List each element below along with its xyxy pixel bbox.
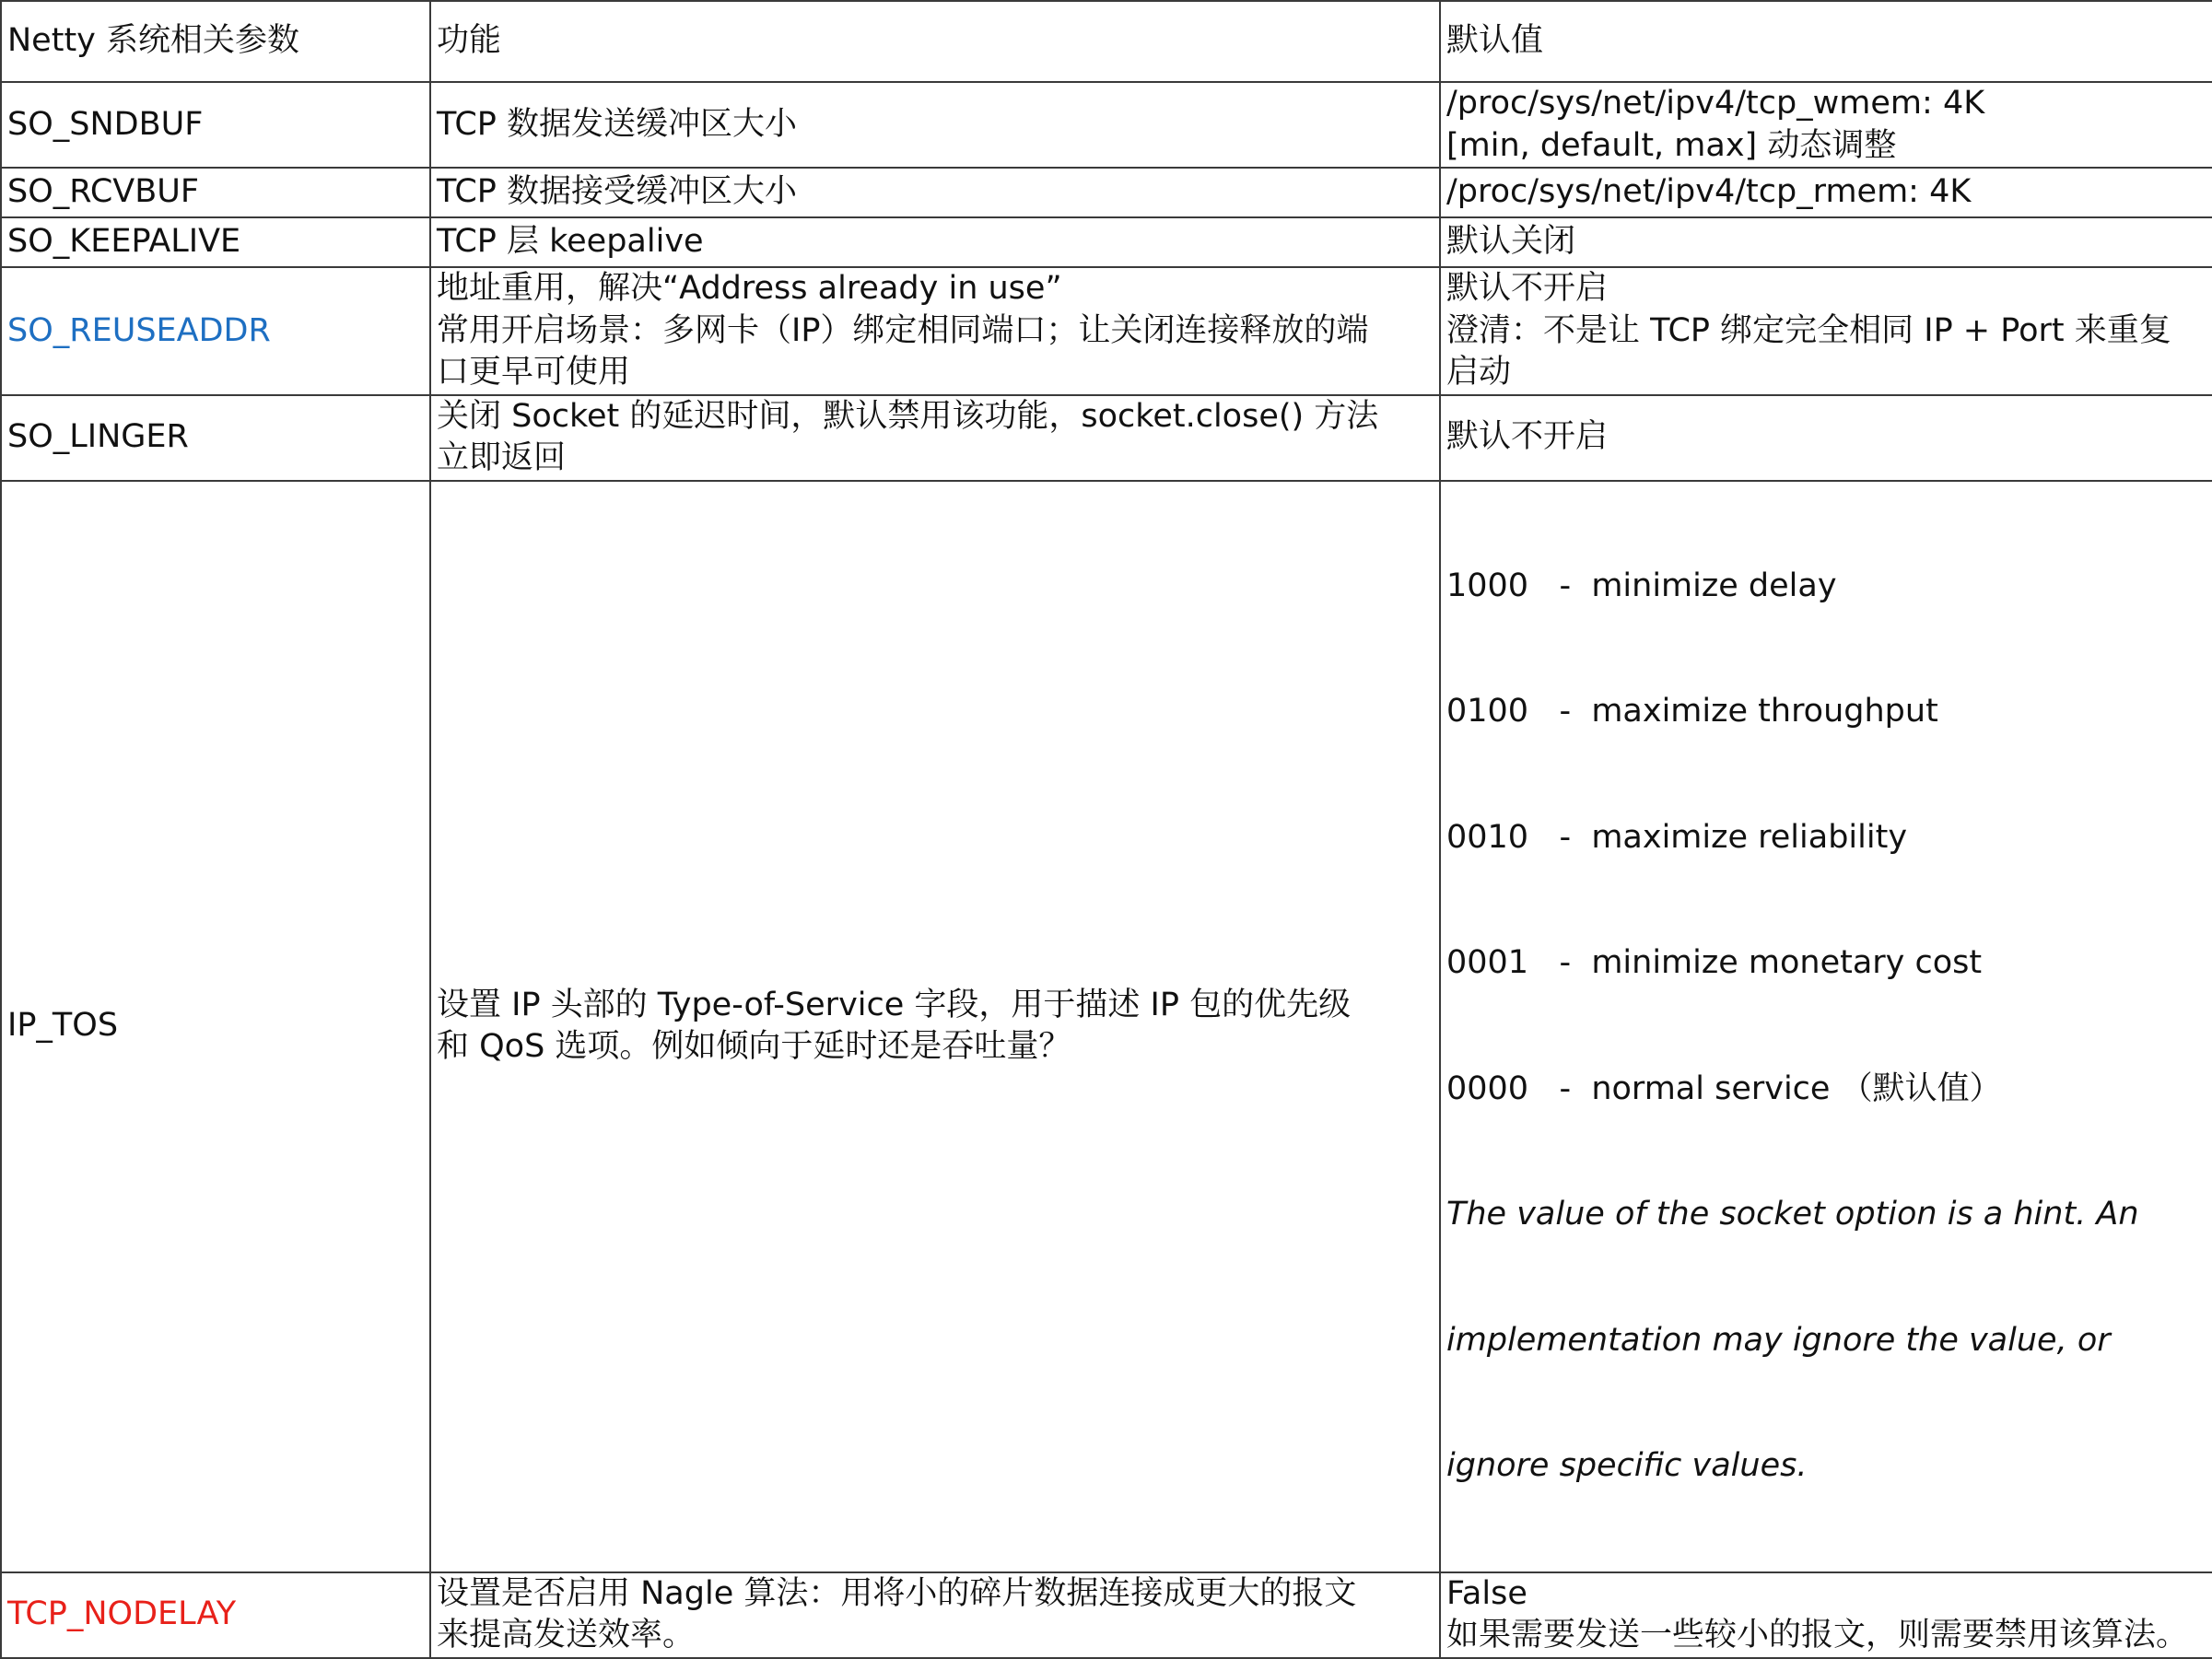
table-row bbox=[1, 82, 2212, 168]
function-cell bbox=[430, 82, 1440, 168]
function-line: TCP 层 keepalive bbox=[437, 223, 704, 261]
table-row bbox=[1, 481, 2212, 1572]
function-line: 和 QoS 选项。例如倾向于延时还是吞吐量？ bbox=[437, 1028, 1071, 1065]
header-function: 功能 bbox=[430, 1, 1440, 82]
tos-note: ignore specific values. bbox=[1446, 1447, 1808, 1484]
default-line: /proc/sys/net/ipv4/tcp_wmem: 4K bbox=[1446, 85, 1985, 122]
tos-option: 0100 - maximize throughput bbox=[1446, 693, 1938, 730]
tos-option: 0001 - minimize monetary cost bbox=[1446, 944, 1983, 981]
default-cell bbox=[1440, 267, 2212, 395]
function-cell bbox=[430, 481, 1440, 1572]
table-row bbox=[1, 395, 2212, 481]
header-param: Netty 系统相关参数 bbox=[1, 1, 430, 82]
default-line: False bbox=[1446, 1574, 1527, 1612]
param-name: SO_LINGER bbox=[1, 395, 430, 481]
function-line: 地址重用，解决“Address already in use” bbox=[437, 270, 1062, 307]
function-cell bbox=[430, 217, 1440, 267]
default-line: 默认不开启 bbox=[1446, 418, 1609, 456]
tos-note: The value of the socket option is a hint. An bbox=[1446, 1196, 2139, 1233]
default-cell bbox=[1440, 395, 2212, 481]
default-line: 如果需要发送一些较小的报文，则需要禁用该算法。 bbox=[1446, 1617, 2189, 1653]
function-line: TCP 数据接受缓冲区大小 bbox=[437, 173, 797, 211]
function-line: 立即返回 bbox=[437, 439, 567, 476]
default-line: /proc/sys/net/ipv4/tcp_rmem: 4K bbox=[1446, 173, 1972, 211]
default-line: 启动 bbox=[1446, 354, 1512, 391]
param-name: SO_KEEPALIVE bbox=[1, 217, 430, 267]
param-name: IP_TOS bbox=[1, 481, 430, 1572]
function-line: 常用开启场景：多网卡（IP）绑定相同端口；让关闭连接释放的端 bbox=[437, 311, 1369, 349]
table-row bbox=[1, 217, 2212, 267]
function-cell bbox=[430, 168, 1440, 217]
default-cell bbox=[1440, 168, 2212, 217]
default-cell bbox=[1440, 82, 2212, 168]
tos-option: 1000 - minimize delay bbox=[1446, 567, 1837, 604]
default-line: 澄清：不是让 TCP 绑定完全相同 IP + Port 来重复 bbox=[1446, 311, 2171, 349]
default-line: 默认关闭 bbox=[1446, 223, 1576, 261]
function-line: 关闭 Socket 的延迟时间，默认禁用该功能，socket.close() 方法 bbox=[437, 397, 1379, 435]
default-cell bbox=[1440, 217, 2212, 267]
tos-note: implementation may ignore the value, or bbox=[1446, 1321, 2111, 1359]
default-cell bbox=[1440, 481, 2212, 1572]
param-name: TCP_NODELAY bbox=[1, 1572, 430, 1658]
param-name: SO_SNDBUF bbox=[1, 82, 430, 168]
function-cell bbox=[430, 1572, 1440, 1658]
function-line: 来提高发送效率。 bbox=[437, 1617, 696, 1653]
default-cell bbox=[1440, 1572, 2212, 1658]
function-cell bbox=[430, 267, 1440, 395]
default-line: 默认不开启 bbox=[1446, 270, 1609, 307]
header-row bbox=[1, 1, 2212, 82]
function-line: 设置 IP 头部的 Type-of-Service 字段，用于描述 IP 包的优先级 bbox=[437, 986, 1352, 1023]
function-cell bbox=[430, 395, 1440, 481]
table-row bbox=[1, 1572, 2212, 1658]
function-line: TCP 数据发送缓冲区大小 bbox=[437, 105, 797, 143]
table-row bbox=[1, 267, 2212, 395]
table-row bbox=[1, 168, 2212, 217]
tos-option: 0000 - normal service （默认值） bbox=[1446, 1069, 2002, 1107]
tos-option: 0010 - maximize reliability bbox=[1446, 818, 1908, 856]
function-line: 设置是否启用 Nagle 算法：用将小的碎片数据连接成更大的报文 bbox=[437, 1574, 1357, 1612]
param-name: SO_RCVBUF bbox=[1, 168, 430, 217]
function-line: 口更早可使用 bbox=[437, 354, 631, 391]
default-line: [min, default, max] 动态调整 bbox=[1446, 126, 1897, 164]
param-name: SO_REUSEADDR bbox=[1, 267, 430, 395]
header-default: 默认值 bbox=[1440, 1, 2212, 82]
